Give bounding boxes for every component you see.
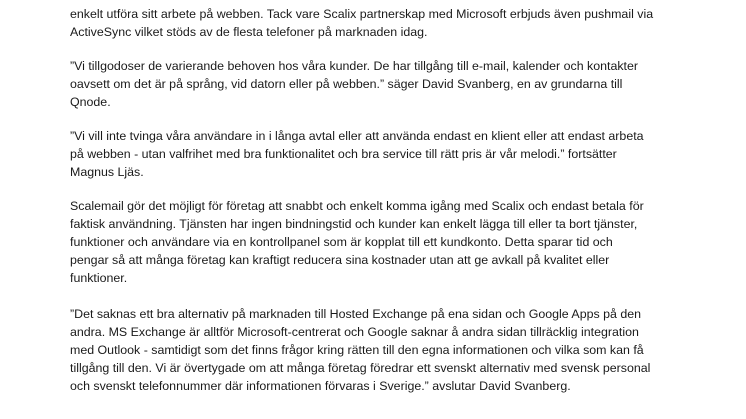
text-line: funktioner. (70, 271, 128, 285)
text-line: ActiveSync vilket stöds av de flesta telefoner på marknaden idag. (70, 25, 428, 39)
text-line: funktioner och användare via en kontrollpanel som är kopplat till ett kundkonto. Detta sparar tid och (70, 235, 613, 249)
text-line: ”Vi vill inte tvinga våra användare in i långa avtal eller att använda endast en klient eller att endast arbeta (70, 129, 644, 143)
text-line: andra. MS Exchange är alltför Microsoft-centrerat och Google saknar å andra sidan tillräcklig integration (70, 325, 639, 339)
paragraph-scalix-activesync (70, 5, 730, 41)
text-line: Magnus Ljäs. (70, 165, 144, 179)
text-line: Scalemail gör det möjligt för företag att snabbt och enkelt komma igång med Scalix och endast betala för (70, 199, 644, 213)
text-line: med Outlook - samtidigt som det finns frågor kring rätten till den egna informationen och vilka som kan få (70, 343, 644, 357)
paragraph-scalemail (70, 197, 730, 287)
text-line: ”Vi tillgodoser de varierande behoven hos våra kunder. De har tillgång till e-mail, kalender och kontakter (70, 59, 638, 73)
text-line: oavsett om det är på språng, vid datorn eller på webben.” säger David Svanberg, en av grundarna till (70, 77, 623, 91)
text-line: på webben - utan valfrihet med bra funktionalitet och bra service till rätt pris är vår melodi.” fortsätter (70, 147, 617, 161)
paragraph-quote-david (70, 57, 730, 111)
text-line: enkelt utföra sitt arbete på webben. Tack vare Scalix partnerskap med Microsoft erbjuds även pushmail via (70, 7, 654, 21)
text-line: faktisk användning. Tjänsten har ingen bindningstid och kunder kan enkelt lägga till eller ta bort tjänster, (70, 217, 638, 231)
text-line: pengar så att många företag kan kraftigt reducera sina kostnader utan att ge avkall på kvalitet eller (70, 253, 610, 267)
paragraph-quote-alternatives (70, 305, 730, 395)
text-line: och svenskt telefonnummer där informationen förvaras i Sverige.” avslutar David Svanberg. (70, 379, 571, 393)
paragraph-quote-magnus (70, 127, 730, 181)
text-line: tillgång till den. Vi är övertygade om att många företag föredrar ett svenskt alternativ med svensk personal (70, 361, 651, 375)
text-line: ”Det saknas ett bra alternativ på marknaden till Hosted Exchange på ena sidan och Google Apps på den (70, 307, 642, 321)
text-line: Qnode. (70, 95, 111, 109)
